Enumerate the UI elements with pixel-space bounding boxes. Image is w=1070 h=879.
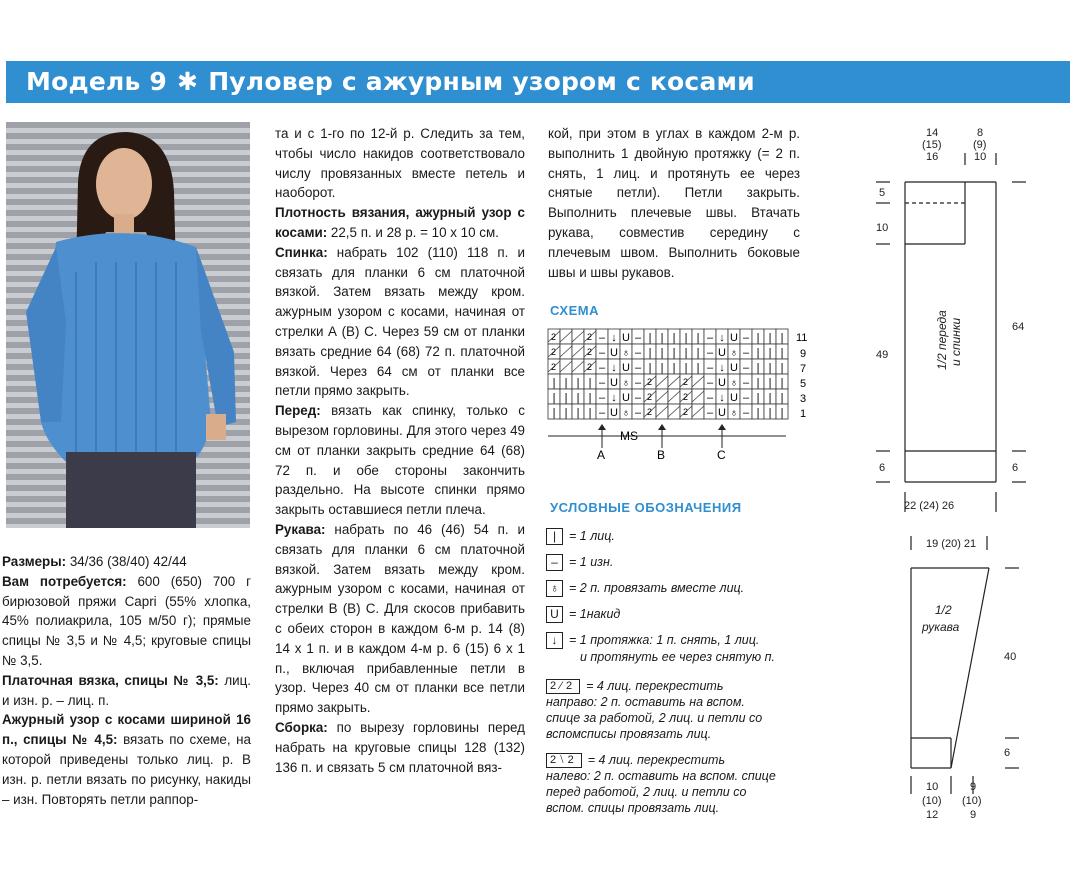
chart-symbol: ♁	[621, 347, 631, 359]
cross-left-num: 2	[550, 754, 561, 767]
cross-right-symbol-icon: 2⁄2	[546, 679, 580, 694]
chart-symbol: |	[564, 377, 568, 389]
cable-number: 2	[587, 347, 593, 357]
chart-symbol: |	[768, 362, 772, 374]
arrow-label-c: C	[717, 448, 726, 462]
row-number: 11	[796, 332, 808, 344]
dim-neck-width: 14	[926, 127, 939, 139]
model-photo	[6, 122, 250, 528]
legend-purl	[546, 554, 613, 571]
chart-symbol: ♁	[729, 377, 739, 389]
chart-symbol: |	[756, 392, 760, 404]
dim-10: 10	[876, 222, 889, 234]
cable-number: 2	[551, 347, 557, 357]
cross-left-num-2: 2	[567, 754, 578, 767]
back-text: набрать 102 (110) 118 п. и связать для планки 6 см платочной вязкой. Затем вязать между кром. ажурным узором с косами, начиная от стрелки А (В) С. Через 59 см от планки вязать средние 64 (68) 72 п. платочной вязкой. Через 64 см от планки все петли прямо закрыть.	[275, 244, 525, 399]
lace-text: вязать по схеме, на которой приведены только лиц. р. В изн. р. петли вязать по рисунку, накиды – изн. Повторять петли раппор-	[2, 732, 251, 807]
chart-symbol: |	[576, 407, 580, 419]
arrow-label-a: A	[597, 448, 606, 462]
scheme-title: СХЕМА	[550, 303, 599, 318]
chart-symbol: U	[718, 347, 726, 359]
chart-symbol: |	[780, 377, 784, 389]
sizes-paragraph	[2, 552, 251, 572]
arrow-label-b: B	[657, 448, 666, 462]
text-column-middle	[275, 124, 525, 777]
chart-symbol: |	[756, 362, 760, 374]
dim-neck-width-2: (15)	[922, 139, 942, 151]
chart-symbol: –	[706, 332, 714, 344]
legend-k2tog	[546, 580, 744, 597]
rapport-paragraph: та и с 1-го по 12-й р. Следить за тем, чтобы число накидов соответствовало числу провязанных вместе петель и наоборот.	[275, 126, 525, 201]
body-label-2: и спинки	[949, 317, 963, 366]
legend-yo-text: = 1накид	[569, 607, 621, 621]
materials-paragraph	[2, 572, 251, 671]
chart-symbol: U	[730, 332, 738, 344]
assembly-text: по вырезу горловины перед набрать на круговые спицы 128 (132) 136 п. и связать 5 см платочной вяз-	[275, 719, 525, 775]
dim-neck-width-3: 16	[926, 151, 939, 163]
dim-6-right: 6	[1012, 462, 1019, 474]
row-number: 1	[800, 408, 807, 420]
chart-symbol: |	[552, 392, 556, 404]
chart-symbol: |	[588, 392, 592, 404]
garter-paragraph	[2, 671, 251, 711]
body-pattern-diagram	[862, 120, 1068, 520]
title-banner	[6, 61, 1070, 103]
chart-symbol: U	[718, 407, 726, 419]
chart-symbol: –	[598, 392, 606, 404]
assembly-paragraph	[275, 718, 525, 777]
legend-cross-left-text-2: налево: 2 п. оставить на вспом. спице	[546, 769, 776, 784]
legend-skp-text: = 1 протяжка: 1 п. снять, 1 лиц.	[569, 633, 760, 647]
legend-purl-text: = 1 изн.	[569, 555, 614, 569]
chart-symbol: –	[634, 377, 642, 389]
legend-title: УСЛОВНЫЕ ОБОЗНАЧЕНИЯ	[550, 500, 742, 515]
sleeve-pattern-diagram	[862, 528, 1068, 828]
chart-row-numbers	[796, 332, 807, 420]
back-label: Спинка:	[275, 244, 328, 260]
chart-symbol: U	[622, 332, 630, 344]
chart-symbol: ↓	[719, 332, 725, 344]
sleeves-label: Рукава:	[275, 521, 326, 537]
chart-symbol: U	[610, 347, 618, 359]
dim-sleeve-top: 19 (20) 21	[926, 538, 977, 550]
sleeves-paragraph	[275, 520, 525, 718]
chart-symbol: ↓	[611, 332, 617, 344]
chart-symbol: |	[648, 332, 652, 344]
chart-symbol: |	[696, 362, 700, 374]
chart-symbol: |	[756, 377, 760, 389]
chart-symbol: |	[660, 332, 664, 344]
chart-symbol: –	[598, 347, 606, 359]
sizes-text: 34/36 (38/40) 42/44	[66, 554, 187, 569]
chart-symbol: |	[564, 407, 568, 419]
front-text: вязать как спинку, только с вырезом горловины. Для этого через 49 см от планки закрыть средние 64 (68) 72 п. и обе стороны закончить раздельно. На высоте спинки прямо закрыть оставшиеся петли плеча.	[275, 403, 525, 518]
chart-symbol: |	[576, 392, 580, 404]
legend-cross-right-text-3: спице за работой, 2 лиц. и петли со	[546, 711, 763, 726]
chart-symbol: |	[768, 377, 772, 389]
legend-cross-right-text-4: вспомсписы провязать лиц.	[546, 727, 712, 742]
sleeve-label-2: рукава	[922, 620, 960, 634]
dim-49: 49	[876, 349, 889, 361]
chart-symbol: U	[622, 392, 630, 404]
chart-symbol: U	[730, 362, 738, 374]
chart-symbol: |	[552, 407, 556, 419]
legend-cross-right	[546, 678, 762, 742]
gauge-text: 22,5 п. и 28 р. = 10 х 10 см.	[327, 224, 499, 240]
chart-symbol: –	[598, 362, 606, 374]
dim-40: 40	[1004, 651, 1017, 663]
back-paragraph	[275, 243, 525, 401]
chart-symbol: |	[756, 407, 760, 419]
chart-symbol: |	[552, 377, 556, 389]
dim-bottom-width: 22 (24) 26	[904, 500, 955, 512]
chart-symbol: ♁	[729, 407, 739, 419]
dim-shoulder-width-2: (9)	[973, 139, 987, 151]
body-label: 1/2 переда	[935, 310, 949, 370]
chart-symbol: ↓	[719, 362, 725, 374]
chart-symbol: |	[660, 347, 664, 359]
chart-symbol: U	[622, 362, 630, 374]
chart-symbol: –	[742, 332, 750, 344]
chart-symbol: ♁	[621, 407, 631, 419]
legend-k2tog-text: = 2 п. провязать вместе лиц.	[569, 581, 745, 595]
cable-number: 2	[551, 362, 557, 372]
cable-number: 2	[587, 332, 593, 342]
gauge-paragraph	[275, 203, 525, 243]
text-column-right	[548, 124, 800, 282]
front-paragraph	[275, 401, 525, 520]
chart-symbol: |	[756, 332, 760, 344]
legend-knit	[546, 528, 615, 545]
chart-symbol: |	[768, 332, 772, 344]
legend-cross-right-text: = 4 лиц. перекрестить	[586, 679, 724, 693]
chart-symbol: |	[588, 407, 592, 419]
garter-text: лиц. и изн. р. – лиц. п.	[2, 672, 252, 708]
dim-sleeve-bottom-b-3: 9	[970, 809, 977, 821]
sleeve-label: 1/2	[935, 603, 952, 617]
dim-64: 64	[1012, 321, 1025, 333]
woman-photo-illustration	[6, 122, 250, 528]
cross-right-num-2: 2	[565, 680, 577, 693]
chart-symbol: U	[610, 407, 618, 419]
chart-symbol: –	[598, 332, 606, 344]
stitch-chart	[546, 326, 816, 466]
chart-symbol: –	[706, 407, 714, 419]
lace-paragraph	[2, 710, 251, 809]
materials-text: 600 (650) 700 г бирюзовой пряжи Capri (55% хлопка, 45% полиакрила, 105 м/50 г); прямые спицы № 3,5 и № 4,5; круговые спицы № 3,5.	[2, 573, 251, 668]
chart-symbol: |	[756, 347, 760, 359]
chart-symbol: |	[672, 347, 676, 359]
dim-shoulder-width: 8	[977, 127, 984, 139]
finishing-paragraph: кой, при этом в углах в каждом 2-м р. выполнить 1 двойную протяжку (= 2 п. снять, 1 лиц. и протянуть ее через снятые петли). Петли закрыть. Выполнить плечевые швы. Втачать рукава, совместив середину с плечевым швом. Выполнить боковые швы и швы рукавов.	[548, 126, 800, 280]
legend-yo	[546, 606, 620, 623]
chart-symbol: |	[780, 347, 784, 359]
cross-left-symbol-icon: 2⧵2	[546, 753, 582, 768]
sleeves-text: набрать по 46 (46) 54 п. и связать для планки 6 см платочной вязкой. Затем вязать между кром. ажурным узором с косами, начиная от стрелки В (В) С. Для скосов прибавить с обеих сторон в каждом 6-м р. 14 (8) 14 х 1 п. и в каждом 4-м р. 6 (15) 6 х 1 п., включая прибавленные петли в узор. Через 40 см от планки все петли прямо закрыть.	[275, 521, 525, 716]
chart-symbol: ↓	[611, 392, 617, 404]
knit-symbol-icon: |	[546, 528, 563, 545]
lace-label: Ажурный узор с косами шириной 16 п., спицы № 4,5:	[2, 712, 251, 748]
chart-symbol: ♁	[621, 377, 631, 389]
chart-symbol: –	[634, 347, 642, 359]
chart-symbol: U	[730, 392, 738, 404]
chart-symbol: |	[648, 362, 652, 374]
chart-symbol: U	[610, 377, 618, 389]
dim-sleeve-bottom-3: 12	[926, 809, 939, 821]
chart-symbol: |	[768, 392, 772, 404]
chart-symbol: –	[706, 347, 714, 359]
yarn-over-symbol-icon: U	[546, 606, 563, 623]
assembly-label: Сборка:	[275, 719, 328, 735]
chart-grid	[548, 329, 788, 419]
front-label: Перед:	[275, 403, 321, 419]
chart-symbol: –	[742, 392, 750, 404]
dim-sleeve-bottom-2: (10)	[922, 795, 942, 807]
chart-symbol: |	[696, 347, 700, 359]
model-number: Модель 9	[26, 67, 168, 96]
chart-symbol: –	[634, 392, 642, 404]
ms-label: MS	[620, 429, 638, 443]
chart-symbol: |	[684, 332, 688, 344]
legend-skp-text-2: и протянуть ее через снятую п.	[580, 650, 776, 665]
row-number: 9	[800, 348, 807, 360]
chart-symbol: |	[780, 407, 784, 419]
garter-label: Платочная вязка, спицы № 3,5:	[2, 672, 219, 688]
row-number: 7	[800, 363, 807, 375]
k2tog-symbol-icon: ♁	[546, 580, 563, 597]
chart-symbol: |	[660, 362, 664, 374]
text-column-left	[2, 552, 251, 809]
dim-sleeve-bottom-b-2: (10)	[962, 795, 982, 807]
dim-sleeve-bottom-b: 9	[970, 781, 977, 793]
dim-sleeve-bottom: 10	[926, 781, 939, 793]
chart-symbol: –	[706, 392, 714, 404]
chart-symbol: |	[768, 407, 772, 419]
dim-5: 5	[879, 187, 886, 199]
chart-symbol: –	[742, 377, 750, 389]
legend-cross-left	[546, 752, 776, 816]
dim-shoulder-width-3: 10	[974, 151, 987, 163]
cable-number: 2	[683, 392, 689, 402]
purl-symbol-icon: –	[546, 554, 563, 571]
chart-symbol: –	[742, 347, 750, 359]
chart-symbol: |	[576, 377, 580, 389]
chart-symbol: |	[696, 332, 700, 344]
legend-cross-right-text-2: направо: 2 п. оставить на вспом.	[546, 695, 745, 710]
sizes-label: Размеры:	[2, 554, 67, 569]
chart-symbol: |	[672, 362, 676, 374]
legend-cross-left-text-3: перед работой, 2 лиц. и петли со	[546, 785, 747, 800]
legend-skp	[546, 632, 775, 665]
cable-number: 2	[647, 392, 653, 402]
chart-symbol: |	[588, 377, 592, 389]
dim-6-sleeve: 6	[1004, 747, 1011, 759]
chart-symbol: |	[672, 332, 676, 344]
chart-symbol: –	[706, 377, 714, 389]
cross-right-num: 2	[550, 680, 561, 693]
cable-number: 2	[647, 377, 653, 387]
chart-symbol: ↓	[719, 392, 725, 404]
chart-symbol: –	[634, 362, 642, 374]
chart-symbol: –	[742, 407, 750, 419]
cable-number: 2	[647, 407, 653, 417]
chart-symbol: –	[634, 332, 642, 344]
chart-symbol: –	[742, 362, 750, 374]
page-title: Пуловер с ажурным узором с косами	[208, 67, 755, 96]
gauge-label: Плотность вязания, ажурный узор с косами:	[275, 205, 525, 240]
chart-symbol: |	[780, 332, 784, 344]
cable-number: 2	[587, 362, 593, 372]
row-number: 5	[800, 378, 807, 390]
chart-symbol: |	[780, 362, 784, 374]
legend-knit-text: = 1 лиц.	[569, 529, 615, 543]
cable-number: 2	[551, 332, 557, 342]
slip-knit-pass-symbol-icon: ↓	[546, 632, 563, 649]
chart-symbol: –	[706, 362, 714, 374]
chart-symbol: –	[598, 377, 606, 389]
chart-symbol: U	[718, 377, 726, 389]
chart-symbol: |	[768, 347, 772, 359]
legend-cross-left-text-4: вспом. спицы провязать лиц.	[546, 801, 720, 816]
chart-symbol: –	[598, 407, 606, 419]
materials-label: Вам потребуется:	[2, 573, 127, 589]
star-icon: ✱	[177, 67, 199, 96]
chart-symbol: |	[780, 392, 784, 404]
dim-6-left: 6	[879, 462, 886, 474]
chart-symbol: ♁	[729, 347, 739, 359]
chart-symbol: ↓	[611, 362, 617, 374]
chart-symbol: –	[634, 407, 642, 419]
cable-number: 2	[683, 407, 689, 417]
row-number: 3	[800, 393, 807, 405]
chart-symbol: |	[648, 347, 652, 359]
chart-symbol: |	[684, 362, 688, 374]
legend-cross-left-text: = 4 лиц. перекрестить	[587, 753, 726, 767]
chart-symbol: |	[564, 392, 568, 404]
chart-symbol: |	[684, 347, 688, 359]
cable-number: 2	[683, 377, 689, 387]
